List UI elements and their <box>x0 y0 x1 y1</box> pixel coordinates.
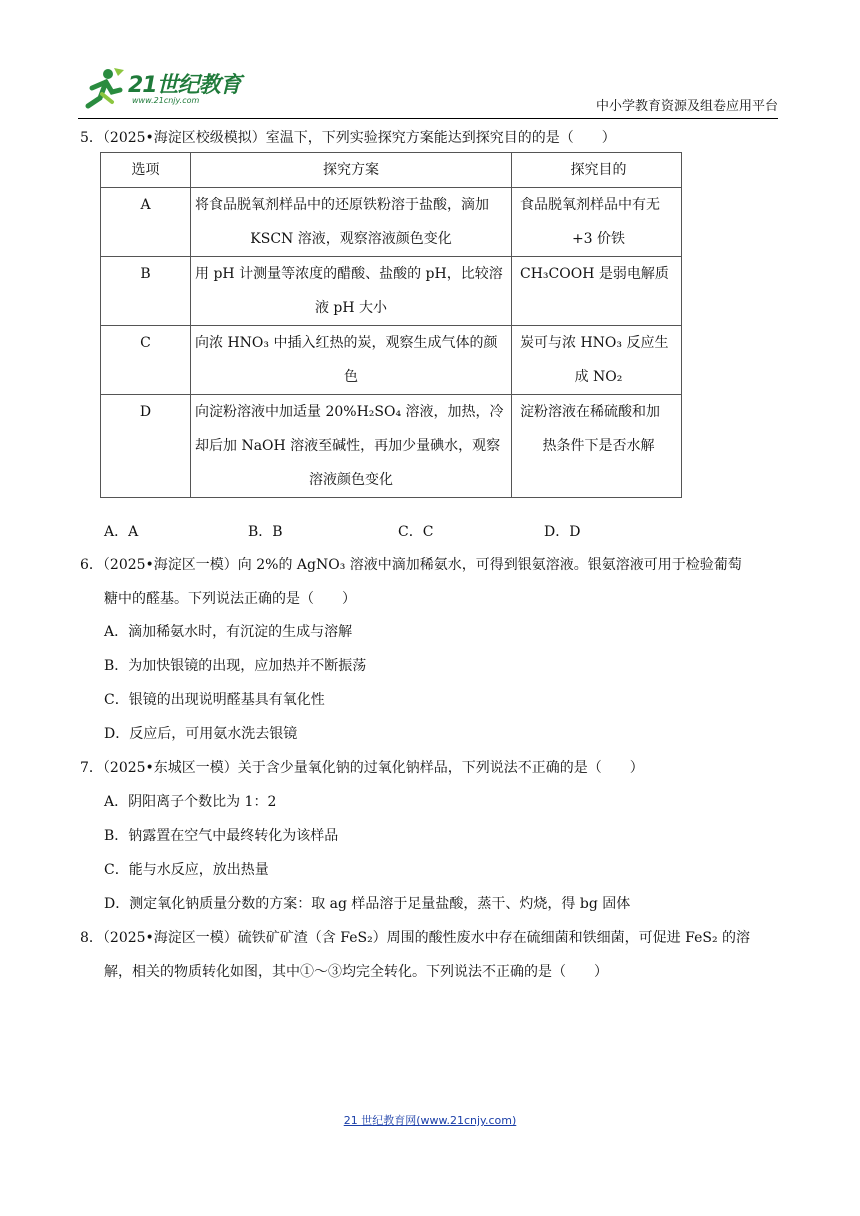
table-header: 选项 <box>101 153 191 188</box>
table-cell-option: C <box>101 326 191 395</box>
runner-logo-icon <box>78 66 126 110</box>
plan-line: KSCN 溶液，观察溶液颜色变化 <box>250 231 452 247</box>
goal-line: 淀粉溶液在稀硫酸和加 <box>520 404 660 420</box>
page-header <box>78 64 778 119</box>
plan-line: 用 pH 计测量等浓度的醋酸、盐酸的 pH，比较溶 <box>195 266 503 282</box>
option-b[interactable]: B．钠露置在空气中最终转化为该样品 <box>104 828 339 844</box>
goal-line: 热条件下是否水解 <box>542 438 655 454</box>
option-c[interactable]: C．能与水反应，放出热量 <box>104 862 269 878</box>
option-a[interactable]: A．A <box>104 524 139 540</box>
question-8-stem: 8．（2025•海淀区一模）硫铁矿矿渣（含 FeS₂）周围的酸性废水中存在硫细菌和铁细菌，可促进 FeS₂ 的溶 <box>80 930 751 946</box>
goal-line: 炭可与浓 HNO₃ 反应生 <box>520 335 669 351</box>
logo-url: www.21cnjy.com <box>132 96 200 105</box>
question-5-table <box>100 152 682 498</box>
table-cell-option: B <box>101 257 191 326</box>
option-c[interactable]: C．银镜的出现说明醛基具有氧化性 <box>104 692 325 708</box>
table-header-row <box>101 153 682 188</box>
table-row <box>101 326 682 395</box>
table-header: 探究目的 <box>512 153 682 188</box>
goal-line: 成 NO₂ <box>574 369 623 385</box>
option-a[interactable]: A．阴阳离子个数比为 1：2 <box>104 794 277 810</box>
table-cell-plan <box>191 188 512 257</box>
option-d[interactable]: D．反应后，可用氨水洗去银镜 <box>104 726 298 742</box>
table-row <box>101 188 682 257</box>
option-d[interactable]: D．测定氧化钠质量分数的方案：取 ag 样品溶于足量盐酸，蒸干、灼烧，得 bg 固体 <box>104 896 631 912</box>
question-7-stem: 7．（2025•东城区一模）关于含少量氧化钠的过氧化钠样品，下列说法不正确的是（ ） <box>80 760 644 776</box>
goal-line: +3 价铁 <box>571 231 626 247</box>
plan-line: 溶液颜色变化 <box>309 472 393 488</box>
footer-link[interactable]: 21 世纪教育网(www.21cnjy.com) <box>343 1114 517 1127</box>
goal-line: 食品脱氧剂样品中有无 <box>520 197 660 213</box>
table-cell-option: D <box>101 395 191 498</box>
question-6-stem: 6．（2025•海淀区一模）向 2%的 AgNO₃ 溶液中滴加稀氨水，可得到银氨溶液。银氨溶液可用于检验葡萄 <box>80 557 742 573</box>
table-cell-plan <box>191 326 512 395</box>
table-cell-goal <box>512 188 682 257</box>
table-cell-goal <box>512 326 682 395</box>
question-6-stem-cont: 糖中的醛基。下列说法正确的是（ ） <box>104 591 356 607</box>
platform-name: 中小学教育资源及组卷应用平台 <box>595 99 778 114</box>
option-a[interactable]: A．滴加稀氨水时，有沉淀的生成与溶解 <box>104 624 353 640</box>
goal-line: CH₃COOH 是弱电解质 <box>520 266 669 282</box>
table-cell-option: A <box>101 188 191 257</box>
table-row <box>101 395 682 498</box>
table-cell-goal <box>512 257 682 326</box>
option-b[interactable]: B．B <box>248 524 283 540</box>
table-header: 探究方案 <box>191 153 512 188</box>
question-8-stem-cont: 解，相关的物质转化如图，其中①～③均完全转化。下列说法不正确的是（ ） <box>104 964 608 980</box>
plan-line: 向浓 HNO₃ 中插入红热的炭，观察生成气体的颜 <box>195 335 498 351</box>
plan-line: 将食品脱氧剂样品中的还原铁粉溶于盐酸，滴加 <box>195 197 489 213</box>
plan-line: 色 <box>344 369 358 385</box>
option-d[interactable]: D．D <box>544 524 581 540</box>
logo-text: 21世纪教育 <box>128 73 241 98</box>
question-5-stem: 5．（2025•海淀区校级模拟）室温下，下列实验探究方案能达到探究目的的是（ ） <box>80 130 616 146</box>
plan-line: 液 pH 大小 <box>314 300 388 316</box>
logo <box>78 66 258 110</box>
table-cell-goal <box>512 395 682 498</box>
table-cell-plan <box>191 257 512 326</box>
option-b[interactable]: B．为加快银镜的出现，应加热并不断振荡 <box>104 658 367 674</box>
table-row <box>101 257 682 326</box>
plan-line: 向淀粉溶液中加适量 20%H₂SO₄ 溶液，加热，冷 <box>195 404 504 420</box>
table-cell-plan <box>191 395 512 498</box>
plan-line: 却后加 NaOH 溶液至碱性，再加少量碘水，观察 <box>195 438 501 454</box>
option-c[interactable]: C．C <box>398 524 434 540</box>
